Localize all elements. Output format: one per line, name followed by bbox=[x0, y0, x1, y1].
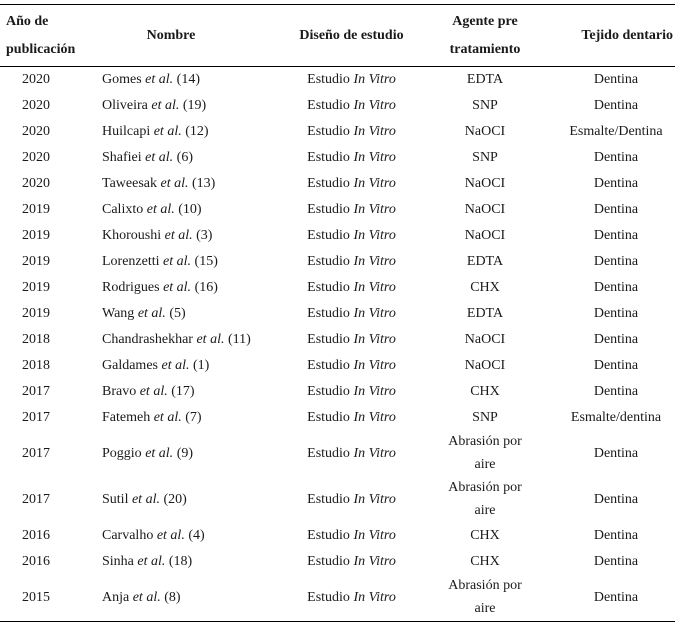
year-value: 2019 bbox=[22, 305, 50, 321]
table-body bbox=[0, 66, 675, 620]
name-cell bbox=[86, 300, 284, 326]
agent-value: NaOCI bbox=[464, 227, 506, 243]
tissue-cell bbox=[551, 574, 675, 620]
year-cell bbox=[0, 248, 86, 274]
et-al: et al. bbox=[146, 201, 175, 217]
tissue-cell bbox=[551, 92, 675, 118]
table-row bbox=[0, 522, 675, 548]
table-row bbox=[0, 300, 675, 326]
design-prefix: Estudio bbox=[307, 149, 350, 165]
year-value: 2018 bbox=[22, 357, 50, 373]
agent-value: CHX bbox=[470, 383, 500, 399]
tissue-value: Dentina bbox=[593, 71, 639, 87]
reference-number: (5) bbox=[169, 305, 186, 321]
agent-line2: aire bbox=[474, 503, 496, 518]
year-value: 2020 bbox=[22, 175, 50, 191]
design-italic: In Vitro bbox=[353, 409, 396, 425]
design-prefix: Estudio bbox=[307, 527, 350, 543]
year-cell bbox=[0, 170, 86, 196]
et-al: et al. bbox=[132, 589, 161, 605]
name-cell bbox=[86, 574, 284, 620]
design-cell bbox=[284, 326, 419, 352]
design-prefix: Estudio bbox=[307, 97, 350, 113]
agent-cell bbox=[419, 118, 551, 144]
year-cell bbox=[0, 222, 86, 248]
et-al: et al. bbox=[163, 279, 192, 295]
design-prefix: Estudio bbox=[307, 175, 350, 191]
year-cell bbox=[0, 274, 86, 300]
table-row bbox=[0, 170, 675, 196]
reference-number: (14) bbox=[176, 71, 200, 87]
reference-number: (8) bbox=[164, 589, 181, 605]
table-top-rule bbox=[0, 4, 675, 5]
agent-line1: Abrasión por bbox=[448, 434, 522, 449]
agent-value: NaOCI bbox=[464, 175, 506, 191]
reference-number: (6) bbox=[176, 149, 193, 165]
table-header bbox=[0, 6, 675, 66]
et-al: et al. bbox=[196, 331, 225, 347]
design-italic: In Vitro bbox=[353, 123, 396, 139]
reference-number: (19) bbox=[182, 97, 207, 113]
year-value: 2019 bbox=[22, 227, 50, 243]
name-cell bbox=[86, 196, 284, 222]
tissue-value: Dentina bbox=[593, 331, 639, 347]
agent-cell bbox=[419, 522, 551, 548]
reference-number: (9) bbox=[176, 445, 194, 461]
et-al: et al. bbox=[163, 253, 192, 269]
design-italic: In Vitro bbox=[353, 97, 396, 113]
design-cell bbox=[284, 404, 419, 430]
reference-number: (12) bbox=[185, 123, 209, 139]
header-name: Nombre bbox=[146, 28, 196, 43]
tissue-cell bbox=[551, 326, 675, 352]
tissue-cell bbox=[551, 352, 675, 378]
table-row bbox=[0, 326, 675, 352]
et-al: et al. bbox=[137, 305, 166, 321]
tissue-value: Dentina bbox=[593, 279, 639, 295]
author-name: Oliveira bbox=[102, 97, 148, 113]
reference-number: (17) bbox=[171, 383, 195, 399]
design-italic: In Vitro bbox=[353, 527, 396, 543]
tissue-cell bbox=[551, 222, 675, 248]
agent-cell bbox=[419, 248, 551, 274]
year-cell bbox=[0, 144, 86, 170]
et-al: et al. bbox=[145, 71, 174, 87]
table-row bbox=[0, 430, 675, 476]
design-cell bbox=[284, 248, 419, 274]
agent-value: CHX bbox=[470, 553, 500, 569]
design-italic: In Vitro bbox=[353, 331, 396, 347]
header-year-line1: Año de bbox=[6, 14, 49, 29]
reference-number: (16) bbox=[194, 279, 218, 295]
design-cell bbox=[284, 522, 419, 548]
year-cell bbox=[0, 92, 86, 118]
reference-number: (10) bbox=[178, 201, 202, 217]
table-row bbox=[0, 66, 675, 92]
author-name: Rodrigues bbox=[102, 279, 160, 295]
tissue-cell bbox=[551, 522, 675, 548]
agent-value: NaOCI bbox=[464, 331, 506, 347]
design-prefix: Estudio bbox=[307, 589, 350, 605]
name-cell bbox=[86, 404, 284, 430]
tissue-value: Dentina bbox=[593, 305, 639, 321]
reference-number: (15) bbox=[194, 253, 218, 269]
year-cell bbox=[0, 476, 86, 522]
table-row bbox=[0, 404, 675, 430]
header-design: Diseño de estudio bbox=[299, 28, 404, 43]
design-prefix: Estudio bbox=[307, 227, 350, 243]
design-italic: In Vitro bbox=[353, 383, 396, 399]
year-value: 2017 bbox=[22, 383, 50, 399]
year-value: 2019 bbox=[22, 253, 50, 269]
agent-cell bbox=[419, 222, 551, 248]
author-name: Wang bbox=[102, 305, 135, 321]
year-cell bbox=[0, 378, 86, 404]
header-bottom-rule bbox=[0, 66, 675, 67]
design-cell bbox=[284, 118, 419, 144]
table-row bbox=[0, 222, 675, 248]
table-row bbox=[0, 378, 675, 404]
design-cell bbox=[284, 430, 419, 476]
design-prefix: Estudio bbox=[307, 253, 350, 269]
year-cell bbox=[0, 522, 86, 548]
name-cell bbox=[86, 66, 284, 92]
design-prefix: Estudio bbox=[307, 553, 350, 569]
design-cell bbox=[284, 300, 419, 326]
name-cell bbox=[86, 222, 284, 248]
tissue-value: Dentina bbox=[593, 201, 639, 217]
table-row bbox=[0, 476, 675, 522]
year-cell bbox=[0, 196, 86, 222]
design-prefix: Estudio bbox=[307, 305, 350, 321]
table-row bbox=[0, 248, 675, 274]
tissue-cell bbox=[551, 196, 675, 222]
et-al: et al. bbox=[164, 227, 193, 243]
et-al: et al. bbox=[156, 527, 185, 543]
table-row bbox=[0, 144, 675, 170]
header-tissue: Tejido dentario bbox=[581, 28, 673, 43]
name-cell bbox=[86, 326, 284, 352]
design-cell bbox=[284, 274, 419, 300]
year-value: 2016 bbox=[22, 553, 50, 569]
tissue-value: Dentina bbox=[593, 175, 639, 191]
tissue-cell bbox=[551, 548, 675, 574]
design-prefix: Estudio bbox=[307, 445, 350, 461]
tissue-value: Dentina bbox=[593, 491, 639, 507]
tissue-value: Dentina bbox=[593, 383, 639, 399]
tissue-cell bbox=[551, 300, 675, 326]
design-prefix: Estudio bbox=[307, 123, 350, 139]
reference-number: (18) bbox=[168, 553, 193, 569]
table-row bbox=[0, 274, 675, 300]
design-italic: In Vitro bbox=[353, 201, 396, 217]
author-name: Khoroushi bbox=[102, 227, 162, 243]
tissue-cell bbox=[551, 476, 675, 522]
design-prefix: Estudio bbox=[307, 357, 350, 373]
tissue-cell bbox=[551, 144, 675, 170]
agent-value: SNP bbox=[472, 149, 498, 165]
author-name: Huilcapi bbox=[102, 123, 151, 139]
year-value: 2020 bbox=[22, 71, 50, 87]
header-agent bbox=[419, 6, 551, 66]
author-name: Gomes bbox=[102, 71, 142, 87]
tissue-cell bbox=[551, 118, 675, 144]
tissue-value: Dentina bbox=[593, 527, 639, 543]
reference-number: (7) bbox=[185, 409, 202, 425]
agent-cell bbox=[419, 66, 551, 92]
tissue-value: Dentina bbox=[593, 357, 639, 373]
name-cell bbox=[86, 548, 284, 574]
name-cell bbox=[86, 118, 284, 144]
author-name: Shafiei bbox=[102, 149, 142, 165]
tissue-value: Dentina bbox=[593, 227, 639, 243]
agent-value: CHX bbox=[470, 279, 500, 295]
design-italic: In Vitro bbox=[353, 589, 396, 605]
design-italic: In Vitro bbox=[353, 305, 396, 321]
design-cell bbox=[284, 378, 419, 404]
design-italic: In Vitro bbox=[353, 279, 396, 295]
tissue-cell bbox=[551, 404, 675, 430]
agent-cell bbox=[419, 326, 551, 352]
author-name: Carvalho bbox=[102, 527, 154, 543]
reference-number: (13) bbox=[192, 175, 216, 191]
tissue-value: Dentina bbox=[593, 553, 639, 569]
tissue-cell bbox=[551, 248, 675, 274]
tissue-cell bbox=[551, 170, 675, 196]
tissue-value: Esmalte/Dentina bbox=[569, 123, 663, 139]
agent-cell bbox=[419, 352, 551, 378]
year-value: 2019 bbox=[22, 279, 50, 295]
tissue-value: Esmalte/dentina bbox=[570, 409, 662, 425]
design-prefix: Estudio bbox=[307, 383, 350, 399]
studies-table bbox=[0, 6, 675, 620]
year-value: 2018 bbox=[22, 331, 50, 347]
reference-number: (4) bbox=[188, 527, 205, 543]
table-row bbox=[0, 574, 675, 620]
design-italic: In Vitro bbox=[353, 175, 396, 191]
year-cell bbox=[0, 404, 86, 430]
agent-value: EDTA bbox=[466, 305, 504, 321]
agent-cell bbox=[419, 574, 551, 620]
agent-value: SNP bbox=[472, 409, 498, 425]
agent-cell bbox=[419, 196, 551, 222]
reference-number: (3) bbox=[196, 227, 213, 243]
agent-line2: aire bbox=[474, 457, 496, 472]
agent-value: CHX bbox=[470, 527, 500, 543]
header-row bbox=[0, 6, 675, 66]
year-value: 2020 bbox=[22, 149, 50, 165]
agent-cell bbox=[419, 92, 551, 118]
year-cell bbox=[0, 430, 86, 476]
agent-cell bbox=[419, 300, 551, 326]
design-cell bbox=[284, 574, 419, 620]
agent-value: NaOCI bbox=[464, 357, 506, 373]
author-name: Calixto bbox=[102, 201, 144, 217]
agent-cell bbox=[419, 378, 551, 404]
tissue-value: Dentina bbox=[593, 253, 639, 269]
et-al: et al. bbox=[153, 123, 182, 139]
year-cell bbox=[0, 326, 86, 352]
year-cell bbox=[0, 548, 86, 574]
author-name: Sutil bbox=[102, 491, 129, 507]
agent-line1: Abrasión por bbox=[448, 480, 522, 495]
author-name: Anja bbox=[102, 589, 130, 605]
author-name: Poggio bbox=[102, 445, 142, 461]
tissue-cell bbox=[551, 274, 675, 300]
agent-cell bbox=[419, 476, 551, 522]
name-cell bbox=[86, 522, 284, 548]
year-value: 2016 bbox=[22, 527, 50, 543]
design-italic: In Vitro bbox=[353, 357, 396, 373]
tissue-cell bbox=[551, 66, 675, 92]
name-cell bbox=[86, 378, 284, 404]
year-value: 2017 bbox=[22, 409, 50, 425]
header-agent-line1: Agente pre bbox=[452, 14, 518, 29]
design-cell bbox=[284, 144, 419, 170]
et-al: et al. bbox=[145, 149, 174, 165]
agent-line1: Abrasión por bbox=[448, 578, 522, 593]
year-value: 2015 bbox=[22, 589, 50, 605]
reference-number: (1) bbox=[192, 357, 210, 373]
design-cell bbox=[284, 352, 419, 378]
header-agent-line2: tratamiento bbox=[449, 42, 521, 57]
header-year-line2: publicación bbox=[6, 42, 76, 57]
design-prefix: Estudio bbox=[307, 491, 350, 507]
name-cell bbox=[86, 248, 284, 274]
design-italic: In Vitro bbox=[353, 445, 396, 461]
agent-cell bbox=[419, 170, 551, 196]
year-value: 2017 bbox=[22, 445, 50, 461]
design-prefix: Estudio bbox=[307, 331, 350, 347]
name-cell bbox=[86, 144, 284, 170]
author-name: Lorenzetti bbox=[102, 253, 160, 269]
agent-cell bbox=[419, 274, 551, 300]
table-row bbox=[0, 548, 675, 574]
agent-value: NaOCI bbox=[464, 201, 506, 217]
tissue-cell bbox=[551, 378, 675, 404]
year-cell bbox=[0, 352, 86, 378]
author-name: Taweesak bbox=[102, 175, 157, 191]
design-italic: In Vitro bbox=[353, 71, 396, 87]
year-value: 2020 bbox=[22, 97, 50, 113]
design-prefix: Estudio bbox=[307, 201, 350, 217]
tissue-cell bbox=[551, 430, 675, 476]
author-name: Galdames bbox=[102, 357, 158, 373]
et-al: et al. bbox=[137, 553, 166, 569]
et-al: et al. bbox=[139, 383, 168, 399]
design-prefix: Estudio bbox=[307, 71, 350, 87]
name-cell bbox=[86, 352, 284, 378]
et-al: et al. bbox=[131, 491, 160, 507]
author-name: Fatemeh bbox=[102, 409, 151, 425]
design-italic: In Vitro bbox=[353, 253, 396, 269]
et-al: et al. bbox=[151, 97, 180, 113]
year-value: 2019 bbox=[22, 201, 50, 217]
header-year bbox=[0, 6, 86, 66]
design-prefix: Estudio bbox=[307, 279, 350, 295]
year-cell bbox=[0, 300, 86, 326]
et-al: et al. bbox=[145, 445, 174, 461]
agent-cell bbox=[419, 430, 551, 476]
author-name: Bravo bbox=[102, 383, 137, 399]
year-cell bbox=[0, 118, 86, 144]
table-bottom-rule bbox=[0, 621, 675, 622]
design-cell bbox=[284, 222, 419, 248]
year-value: 2020 bbox=[22, 123, 50, 139]
design-cell bbox=[284, 196, 419, 222]
et-al: et al. bbox=[153, 409, 182, 425]
tissue-value: Dentina bbox=[593, 149, 639, 165]
year-cell bbox=[0, 574, 86, 620]
design-cell bbox=[284, 92, 419, 118]
reference-number: (20) bbox=[163, 491, 187, 507]
name-cell bbox=[86, 92, 284, 118]
agent-value: NaOCI bbox=[464, 123, 506, 139]
tissue-value: Dentina bbox=[593, 97, 639, 113]
agent-cell bbox=[419, 404, 551, 430]
design-italic: In Vitro bbox=[353, 227, 396, 243]
agent-value: EDTA bbox=[466, 253, 504, 269]
table-row bbox=[0, 352, 675, 378]
table-row bbox=[0, 118, 675, 144]
design-prefix: Estudio bbox=[307, 409, 350, 425]
et-al: et al. bbox=[160, 175, 189, 191]
agent-cell bbox=[419, 548, 551, 574]
table-row bbox=[0, 196, 675, 222]
year-value: 2017 bbox=[22, 491, 50, 507]
name-cell bbox=[86, 274, 284, 300]
design-cell bbox=[284, 548, 419, 574]
design-italic: In Vitro bbox=[353, 149, 396, 165]
name-cell bbox=[86, 476, 284, 522]
name-cell bbox=[86, 170, 284, 196]
reference-number: (11) bbox=[227, 331, 251, 347]
author-name: Sinha bbox=[102, 553, 134, 569]
design-italic: In Vitro bbox=[353, 553, 396, 569]
agent-cell bbox=[419, 144, 551, 170]
design-italic: In Vitro bbox=[353, 491, 396, 507]
author-name: Chandrashekhar bbox=[102, 331, 193, 347]
agent-value: SNP bbox=[472, 97, 498, 113]
design-cell bbox=[284, 66, 419, 92]
agent-value: EDTA bbox=[466, 71, 504, 87]
design-cell bbox=[284, 170, 419, 196]
tissue-value: Dentina bbox=[593, 589, 639, 605]
table-row bbox=[0, 92, 675, 118]
et-al: et al. bbox=[161, 357, 190, 373]
tissue-value: Dentina bbox=[593, 445, 639, 461]
name-cell bbox=[86, 430, 284, 476]
agent-line2: aire bbox=[474, 601, 496, 616]
year-cell bbox=[0, 66, 86, 92]
design-cell bbox=[284, 476, 419, 522]
